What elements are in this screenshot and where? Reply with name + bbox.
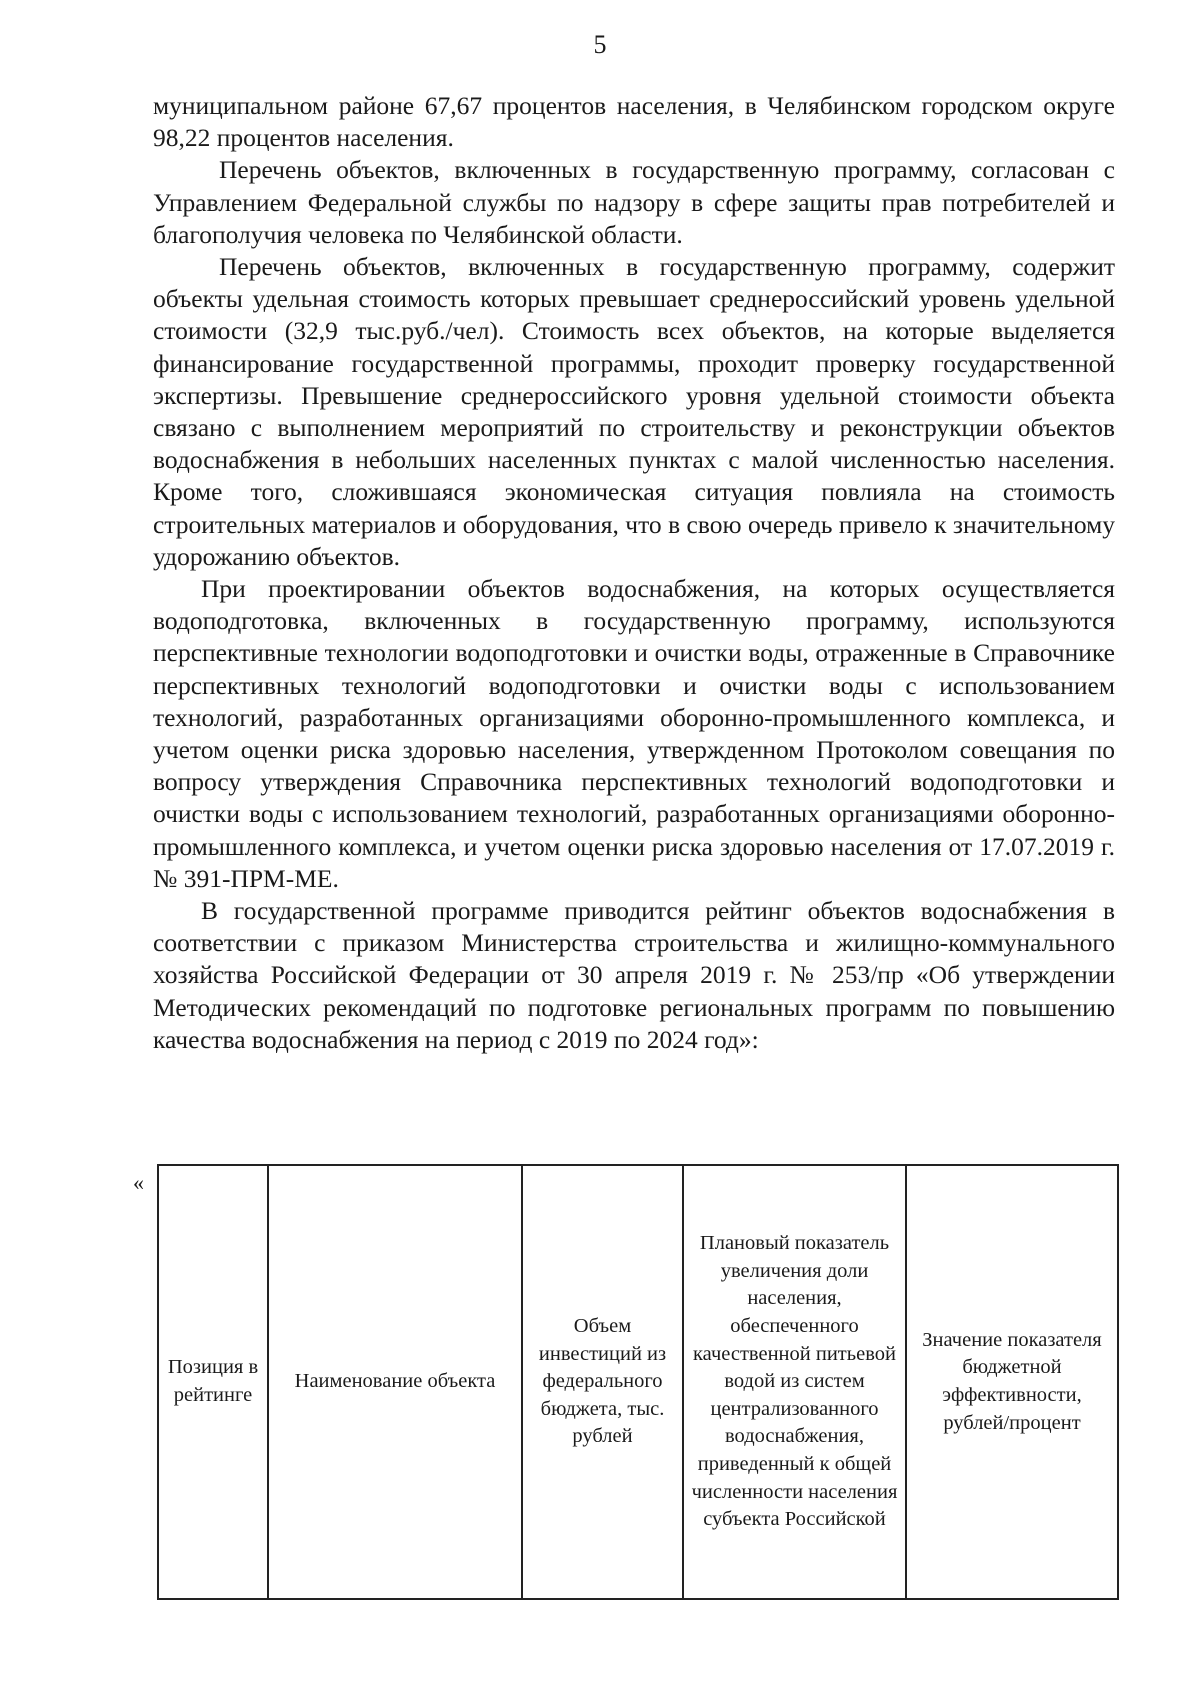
paragraph-unit-cost: Перечень объектов, включенных в государственную программу, содержит объекты удельная стоимость которых превышает среднероссийский уровень удельной стоимости (32,9 тыс.руб./чел). Стоимость всех объектов, на которые выделяется финансирование государственной программы, проходит проверку государственной экспертизы. Превышение среднероссийского уровня удельной стоимости объекта связано с выполнением мероприятий по строительству и реконструкции объектов водоснабжения в небольших населенных пунктах с малой численностью населения. Кроме того, сложившаяся экономическая ситуация повлияла на стоимость строительных материалов и оборудования, что в свою очередь привело к значительному удорожанию объектов.: [153, 252, 1115, 571]
table-open-quote: «: [133, 1170, 144, 1195]
paragraph-technologies: При проектировании объектов водоснабжения, на которых осуществляется водоподготовка, включенных в государственную программу, используются перспективные технологии водоподготовки и очистки воды, отраженные в Справочнике перспективных технологий водоподготовки и очистки воды с использованием технологий, разработанных организациями оборонно-промышленного комплекса, и учетом оценки риска здоровью населения, утвержденном Протоколом совещания по вопросу утверждения Справочника перспективных технологий водоподготовки и очистки воды с использованием технологий, разработанных организациями оборонно-промышленного комплекса, и учетом оценки риска здоровью населения от 17.07.2019 г. № 391-ПРМ-МЕ.: [153, 574, 1115, 893]
header-planned-indicator: Плановый показатель увеличения доли населения, обеспеченного качественной питьевой водой из систем централизованного водоснабжения, приведенный к общей численности населения субъекта Российской: [683, 1165, 906, 1599]
table-header-row: [158, 1165, 1118, 1599]
header-investment: Объем инвестиций из федерального бюджета, тыс. рублей: [522, 1165, 683, 1599]
header-object-name: Наименование объекта: [268, 1165, 522, 1599]
header-budget-efficiency: Значение показателя бюджетной эффективности, рублей/процент: [906, 1165, 1118, 1599]
header-position: Позиция в рейтинге: [158, 1165, 268, 1599]
paragraph-agreement: Перечень объектов, включенных в государственную программу, согласован с Управлением Федеральной службы по надзору в сфере защиты прав потребителей и благополучия человека по Челябинской области.: [153, 155, 1115, 249]
page-number: 5: [593, 30, 607, 59]
paragraph-rating-intro: В государственной программе приводится рейтинг объектов водоснабжения в соответствии с приказом Министерства строительства и жилищно-коммунального хозяйства Российской Федерации от 30 апреля 2019 г. № 253/пр «Об утверждении Методических рекомендаций по подготовке региональных программ по повышению качества водоснабжения на период с 2019 по 2024 год»:: [153, 896, 1115, 1054]
document-body: [153, 90, 1115, 1056]
paragraph-continuation: муниципальном районе 67,67 процентов населения, в Челябинском городском округе 98,22 процентов населения.: [153, 91, 1115, 153]
rating-table: [157, 1164, 1119, 1600]
